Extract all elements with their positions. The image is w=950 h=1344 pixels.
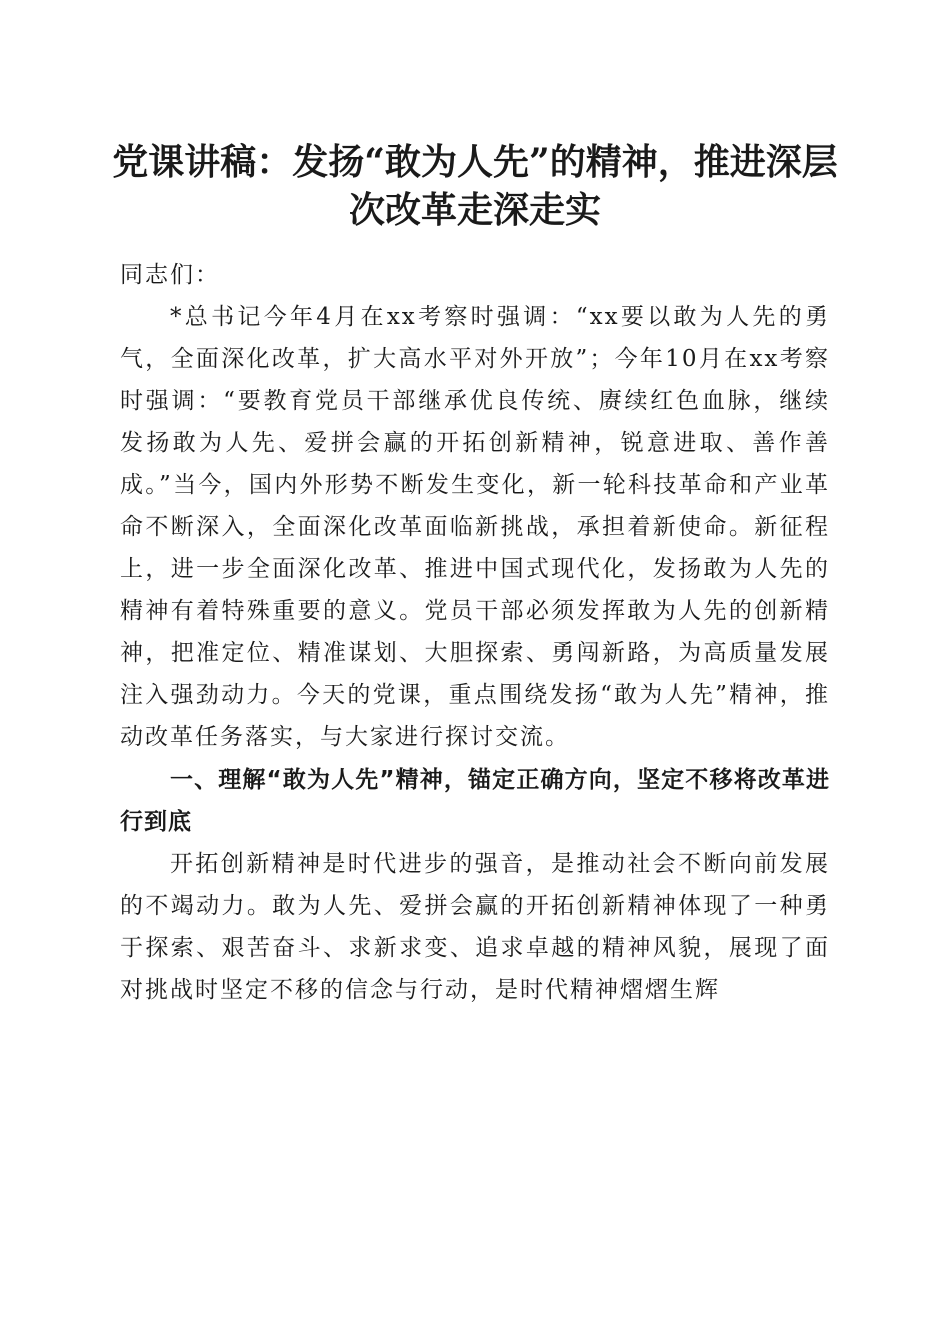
section-1-paragraph: 开拓创新精神是时代进步的强音，是推动社会不断向前发展的不竭动力。敢为人先、爱拼会赢的开拓创新精神体现了一种勇于探索、艰苦奋斗、求新求变、追求卓越的精神风貌，展现了面对挑战时坚定不移的信念与行动，是时代精神熠熠生辉	[120, 851, 830, 1003]
section-heading-1: 一、理解“敢为人先”精神，锚定正确方向，坚定不移将改革进行到底	[120, 767, 830, 835]
document-body	[120, 254, 830, 1011]
document-title: 党课讲稿：发扬“敢为人先”的精神，推进深层次改革走深走实	[112, 141, 838, 231]
intro-paragraph: *总书记今年4月在xx考察时强调：“xx要以敢为人先的勇气，全面深化改革，扩大高水平对外开放”；今年10月在xx考察时强调：“要教育党员干部继承优良传统、赓续红色血脉，继续发扬敢为人先、爱拼会赢的开拓创新精神，锐意进取、善作善成。”当今，国内外形势不断发生变化，新一轮科技革命和产业革命不断深入，全面深化改革面临新挑战，承担着新使命。新征程上，进一步全面深化改革、推进中国式现代化，发扬敢为人先的精神有着特殊重要的意义。党员干部必须发挥敢为人先的创新精神，把准定位、精准谋划、大胆探索、勇闯新路，为高质量发展注入强劲动力。今天的党课，重点围绕发扬“敢为人先”精神，推动改革任务落实，与大家进行探讨交流。	[120, 304, 830, 750]
salutation: 同志们：	[120, 262, 220, 288]
